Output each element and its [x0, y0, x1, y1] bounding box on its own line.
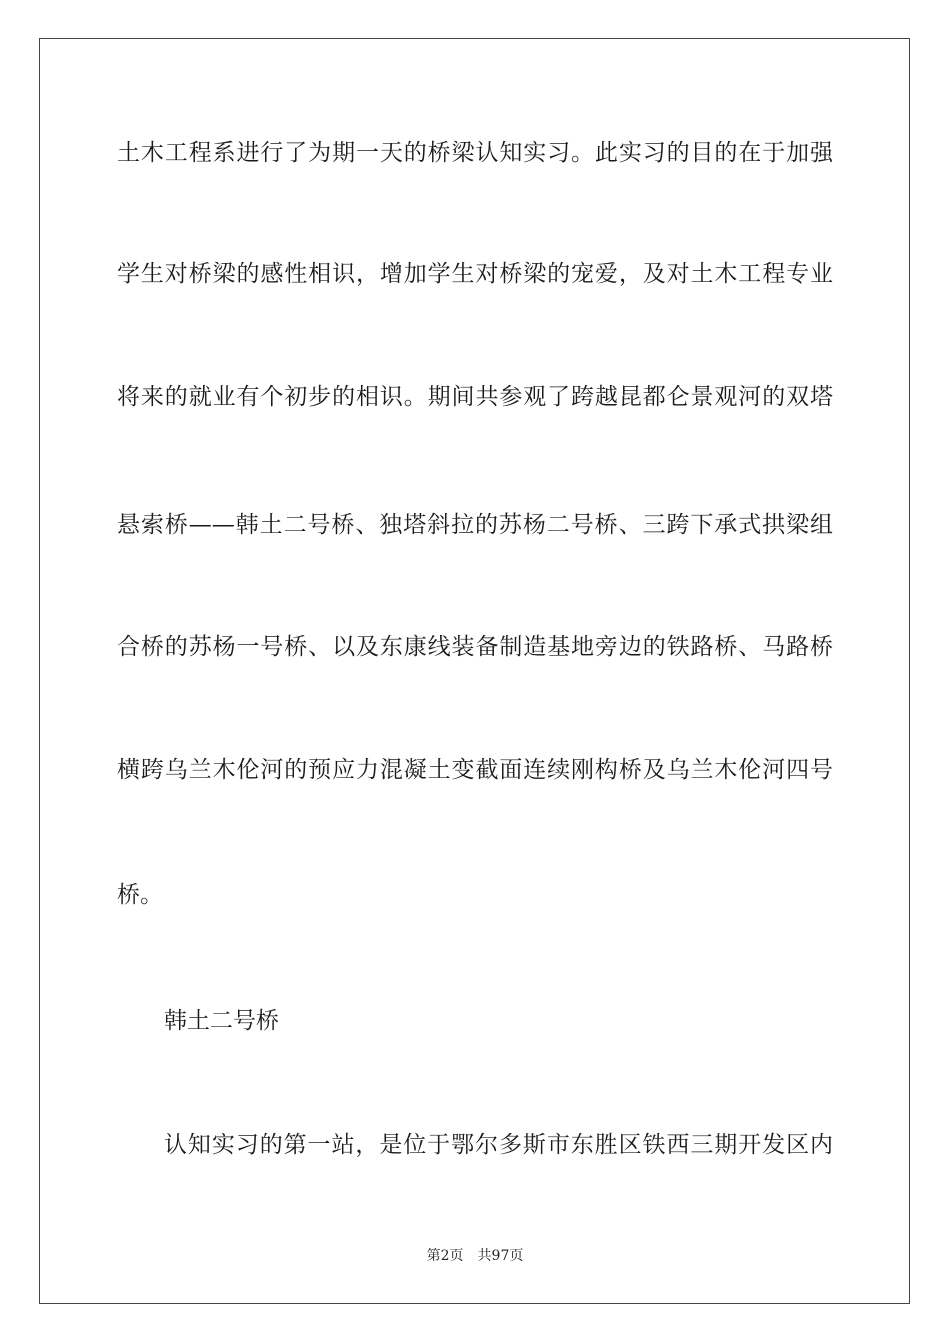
- page-frame: [39, 38, 910, 1304]
- paragraph-line: 将来的就业有个初步的相识。期间共参观了跨越昆都仑景观河的双塔: [117, 384, 833, 410]
- page-footer: [0, 1246, 950, 1266]
- section-heading: 韩土二号桥: [164, 1008, 279, 1034]
- paragraph-line: 悬索桥——韩土二号桥、独塔斜拉的苏杨二号桥、三跨下承式拱梁组: [117, 512, 833, 538]
- page-number: 第2页: [426, 1248, 464, 1264]
- paragraph-line: 认知实习的第一站，是位于鄂尔多斯市东胜区铁西三期开发区内: [164, 1132, 833, 1158]
- paragraph-line: 土木工程系进行了为期一天的桥梁认知实习。此实习的目的在于加强: [117, 140, 833, 166]
- total-pages: 共97页: [477, 1248, 524, 1264]
- paragraph-line: 合桥的苏杨一号桥、以及东康线装备制造基地旁边的铁路桥、马路桥: [117, 634, 833, 660]
- paragraph-line: 横跨乌兰木伦河的预应力混凝土变截面连续刚构桥及乌兰木伦河四号: [117, 757, 833, 783]
- paragraph-line: 学生对桥梁的感性相识，增加学生对桥梁的宠爱，及对土木工程专业: [117, 261, 833, 287]
- paragraph-line-last: 桥。: [117, 882, 163, 908]
